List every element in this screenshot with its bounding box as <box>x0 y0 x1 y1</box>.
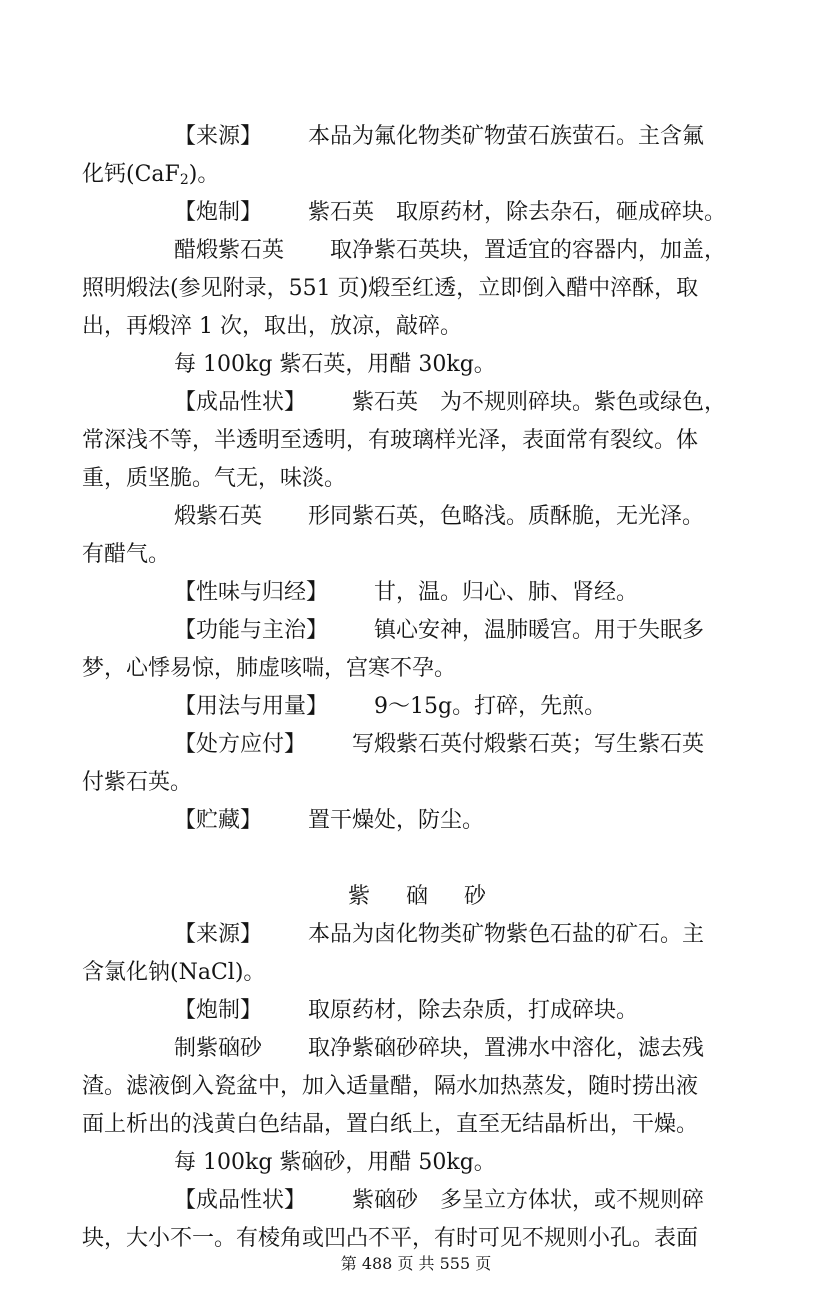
function-line: 【功能与主治】 镇心安神，温肺暖宫。用于失眠多 <box>174 618 705 643</box>
source-label-2: 【来源】 <box>174 922 263 947</box>
page-footer: 第 488 页 共 555 页 <box>340 1254 492 1273</box>
process-label-2: 【炮制】 <box>174 998 263 1023</box>
traits-line-2: 【成品性状】 紫硇砂 多呈立方体状，或不规则碎 <box>174 1188 705 1213</box>
storage-label: 【贮藏】 <box>174 808 263 833</box>
usage-line: 【用法与用量】 9～15g。打碎，先煎。 <box>174 694 607 719</box>
prescription-line: 【处方应付】 写煅紫石英付煅紫石英；写生紫石英 <box>174 732 705 757</box>
process-line-2: 【炮制】 取原药材，除去杂质，打成碎块。 <box>174 998 639 1023</box>
traits-line: 【成品性状】 紫石英 为不规则碎块。紫色或绿色， <box>174 390 727 415</box>
document-body: 【来源】 本品为氟化物类矿物萤石族萤石。主含氟 化钙(CaF$_2$)。 【炮制】 紫石英 取原药材，除去杂石，砸成碎块。 醋煅紫石英 取净紫石英块，置适宜的容器内，加盖， 照明煅法(参见附录，551 页)煅至红透，立即倒入醋中淬酥，取 出，再煅淬 1 次，取出，放凉，敲碎。 每 100kg 紫石英，用醋 30kg。 【成品性状】 紫石英 为不规则碎块。紫色或绿色， 常深浅不等，半透明至透明，有玻璃样光泽，表面常有裂纹。体 重，质坚脆。气无，味淡。 煅紫石英 形同紫石英，色略浅。质酥脆，无光泽。 有醋气。 【性味与归经】 甘，温。归心、肺、肾经。 【功能与主治】 镇心安神，温肺暖宫。用于失眠多 梦，心悸易惊，肺虚咳喘，宫寒不孕。 【用法与用量】 9～15g。打碎，先煎。 【处方应付】 写煅紫石英付煅紫石英；写生紫石英 付紫石英。 【贮藏】 置干燥处，防尘。 紫 硇 砂 【来源】 本品为卤化物类矿物紫色石盐的矿石。主 含氯化钠(NaCl)。 【炮制】 取原药材，除去杂质，打成碎块。 制紫硇砂 取净紫硇砂碎块，置沸水中溶化，滤去残 渣。滤液倒入瓷盆中，加入适量醋，隔水加热蒸发，随时捞出液 面上析出的浅黄白色结晶，置白纸上，直至无结晶析出，干燥。 每 100kg 紫硇砂，用醋 50kg。 【成品性状】 紫硇砂 多呈立方体状，或不规则碎 块，大小不一。有棱角或凹凸不平，有时可见不规则小孔。表面 <box>82 118 752 1258</box>
prescription-label: 【处方应付】 <box>174 732 307 757</box>
source-line-2: 【来源】 本品为卤化物类矿物紫色石盐的矿石。主 <box>174 922 705 947</box>
process-line: 【炮制】 紫石英 取原药材，除去杂石，砸成碎块。 <box>174 200 727 225</box>
source-line <box>82 118 752 156</box>
traits-label-2: 【成品性状】 <box>174 1188 307 1213</box>
function-label: 【功能与主治】 <box>174 618 329 643</box>
source-text: 本品为氟化物类矿物萤石族萤石。主含氟 <box>308 124 705 149</box>
entry-title: 紫 硇 砂 <box>347 884 487 909</box>
calcined-line: 醋煅紫石英 取净紫石英块，置适宜的容器内，加盖， <box>174 238 727 263</box>
nature-line: 【性味与归经】 甘，温。归心、肺、肾经。 <box>174 580 639 605</box>
source-label: 【来源】 <box>174 124 263 149</box>
source-line-cont: 化钙(CaF$_2$)。 <box>82 162 220 188</box>
storage-line: 【贮藏】 置干燥处，防尘。 <box>174 808 485 833</box>
usage-label: 【用法与用量】 <box>174 694 329 719</box>
process-label: 【炮制】 <box>174 200 263 225</box>
traits-label: 【成品性状】 <box>174 390 307 415</box>
nature-label: 【性味与归经】 <box>174 580 329 605</box>
ratio-line: 每 100kg 紫石英，用醋 30kg。 <box>174 352 496 377</box>
